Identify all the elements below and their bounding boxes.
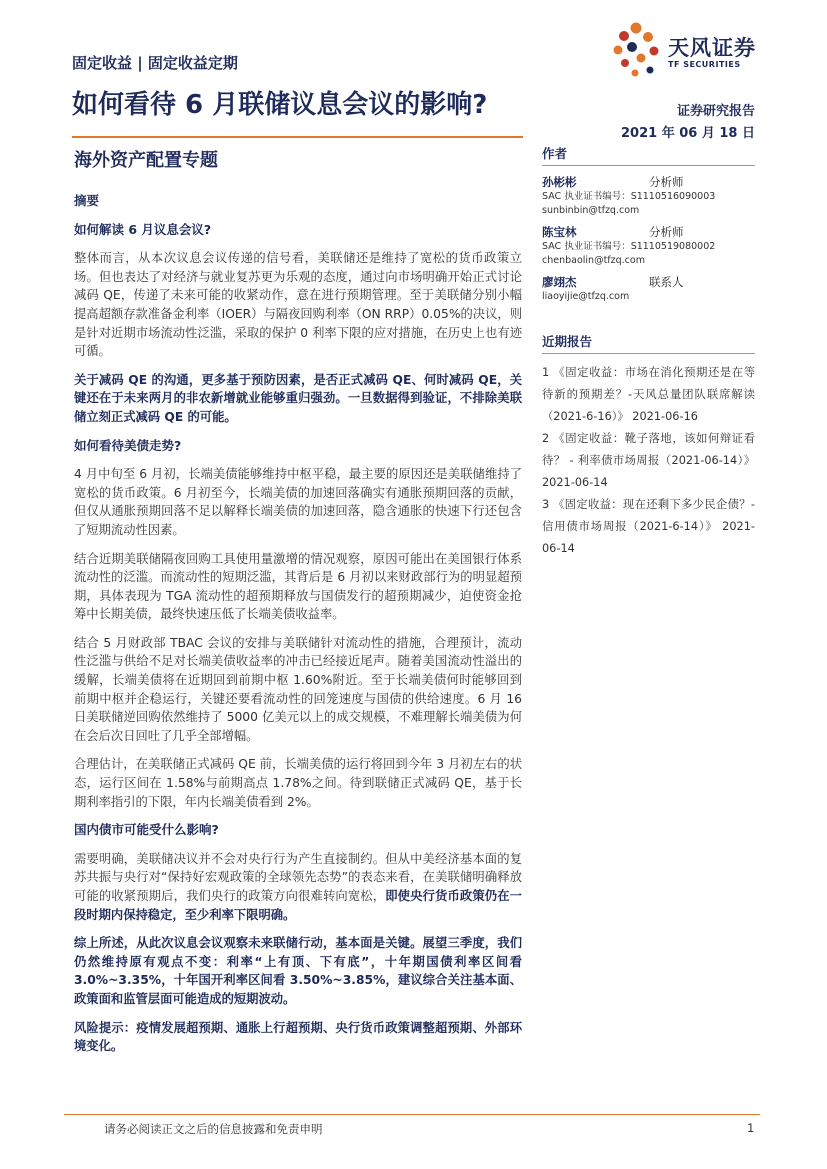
sidebar: [542, 144, 755, 560]
author-name: 孙彬彬: [542, 175, 577, 189]
question-heading: 国内债市可能受什么影响?: [74, 822, 219, 838]
paragraph: 结合 5 月财政部 TBAC 会议的安排与美联储针对流动性的措施，合理预计，流动性泛滥与供给不足对长端美债收益率的冲击已经接近尾声。随着美国流动性溢出的缓解，长端美债将在近期回到前期中枢 1.60%附近。至于长端美债何时能够回到前期中枢并企稳运行，关键还要看流动性的回笼速度与国债的供给速度。6 月 16 日美联储逆回购依然维持了 5000 亿美元以上的成交规模，不难理解长端美债为何在会后次日回吐了几乎全部增幅。: [74, 635, 522, 743]
paragraph: 合理估计，在美联储正式减码 QE 前，长端美债的运行将回到今年 3 月初左右的状态，运行区间在 1.58%与前期高点 1.78%之间。待到联储正式减码 QE，基于长期利率指引的下限，年内长端美债看到 2%。: [74, 757, 522, 809]
author-email[interactable]: liaoyijie@tfzq.com: [542, 291, 630, 302]
main-content: [74, 192, 522, 1066]
bold-paragraph: 关于减码 QE 的沟通，更多基于预防因素，是否正式减码 QE、何时减码 QE，关键还在于未来两月的非农新增就业能够重归强劲。一旦数据得到验证，不排除美联储立刻正式减码 QE 的可能。: [74, 372, 522, 424]
footer-disclaimer: 请务必阅读正文之后的信息披露和免责申明: [104, 1122, 323, 1136]
company-logo: [608, 20, 768, 80]
title-divider: [72, 136, 523, 138]
logo-name-en: TF SECURITIES: [668, 60, 741, 69]
author-name: 陈宝林: [542, 225, 577, 239]
logo-mark-icon: [608, 20, 664, 80]
author-role: 联系人: [649, 275, 684, 289]
footer-divider: [64, 1114, 760, 1115]
paragraph: 整体而言，从本次议息会议传递的信号看，美联储还是维持了宽松的货币政策立场。但也表达了对经济与就业复苏更为乐观的态度，通过向市场明确开始正式讨论减码 QE，传递了未来可能的收紧动作，意在进行预期管理。至于美联储分别小幅提高超额存款准备金利率（IOER）与隔夜回购利率（ON RRP）0.05%的决议，则是针对近期市场流动性泛滥，采取的保护 0 利率下限的应对措施，在历史上也有迹可循。: [74, 251, 522, 359]
paragraph: [74, 850, 522, 924]
page-number: 1: [747, 1121, 755, 1135]
author-card: [542, 174, 755, 218]
recent-report-link[interactable]: 1 《固定收益：市场在消化预期还是在等待新的预期差？-天风总量团队联席解读（2021-6-16）》 2021-06-16: [542, 366, 755, 423]
report-title: 如何看待 6 月联储议息会议的影响?: [72, 90, 488, 120]
paragraph: 结合近期美联储隔夜回购工具使用量激增的情况观察，原因可能出在美国银行体系流动性的泛滥。而流动性的短期泛滥，其背后是 6 月初以来财政部行为的明显超预期，具体表现为 TGA 流动性的超预期释放与国债发行的超预期减少，迫使资金抢筹中长期美债，最终快速压低了长端美债收益率。: [74, 551, 522, 622]
authors-heading: 作者: [542, 144, 755, 166]
author-name: 廖翊杰: [542, 275, 577, 289]
question-heading: 如何看待美债走势?: [74, 437, 182, 453]
author-card: [542, 274, 755, 304]
recent-report-link[interactable]: 3 《固定收益：现在还剩下多少民企债？-信用债市场周报（2021-6-14）》 2021-06-14: [542, 498, 755, 555]
author-cert: SAC 执业证书编号：S1110519080002: [542, 241, 716, 252]
logo-name-cn: 天风证券: [668, 36, 756, 60]
question-heading: 如何解读 6 月议息会议?: [74, 221, 212, 237]
conclusion-paragraph: 综上所述，从此次议息会议观察未来联储行动，基本面是关键。展望三季度，我们仍然维持原有观点不变：利率“上有顶、下有底”，十年期国债利率区间看 3.0%~3.35%，十年国开利率区间看 3.50%~3.85%，建议综合关注基本面、政策面和监管层面可能造成的短期波动。: [74, 936, 522, 1006]
author-email[interactable]: sunbinbin@tfzq.com: [542, 205, 640, 216]
report-date: 2021 年 06 月 18 日: [621, 126, 755, 141]
author-role: 分析师: [649, 225, 684, 239]
recent-reports-heading: 近期报告: [542, 332, 755, 354]
paragraph-text: 需要明确，美联储决议并不会对央行行为产生直接制约。但从中美经济基本面的复苏共振与央行对“保持好宏观政策的全球领先态势”的表态来看，在美联储明确释放可能的收紧预期后，我们央行的政策方向很难转向宽松，: [74, 851, 522, 903]
bold-text: 即使央行货币政策仍在一段时期内保持稳定，至少利率下限明确。: [74, 889, 522, 922]
report-type: 证券研究报告: [676, 104, 755, 119]
risk-warning: 风险提示：疫情发展超预期、通胀上行超预期、央行货币政策调整超预期、外部环境变化。: [74, 1020, 522, 1054]
author-email[interactable]: chenbaolin@tfzq.com: [542, 255, 645, 266]
author-cert: SAC 执业证书编号：S1110516090003: [542, 191, 716, 202]
paragraph: 4 月中旬至 6 月初，长端美债能够维持中枢平稳，最主要的原因还是美联储维持了宽松的货币政策。6 月初至今，长端美债的加速回落确实有通胀预期回落的贡献，但仅从通胀预期回落不足以解释长端美债的加速回落，隐含通胀的快速下行还包含了短期流动性因素。: [74, 467, 522, 537]
report-category: 固定收益 | 固定收益定期: [72, 54, 238, 72]
author-card: [542, 224, 755, 268]
recent-reports-list: [542, 362, 755, 560]
author-role: 分析师: [649, 175, 684, 189]
recent-report-link[interactable]: 2 《固定收益：靴子落地，该如何辩证看待？ - 利率债市场周报（2021-06-14）》 2021-06-14: [542, 432, 755, 489]
abstract-label: 摘要: [74, 193, 100, 208]
report-subtitle: 海外资产配置专题: [74, 150, 218, 171]
